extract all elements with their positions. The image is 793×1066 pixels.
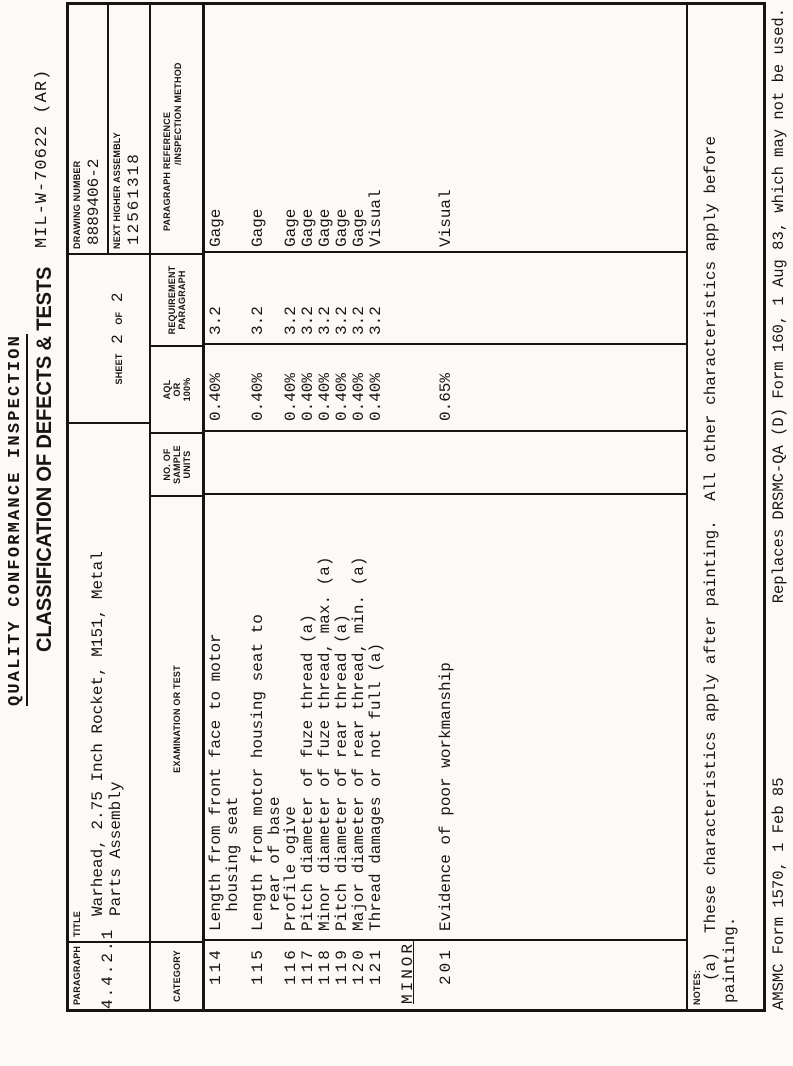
category-number: 119 [333,947,351,985]
aql-header-line3: 100% [182,377,192,402]
form-title-heading: CLASSIFICATION OF DEFECTS & TESTS [33,266,56,652]
examination-text: Minor diameter of fuze thread, max. (a) [316,556,334,931]
aql-value: 0.40% [333,372,351,421]
requirement-header-line1: REQUIREMENT [167,265,177,335]
category-number: 120 [350,947,368,985]
category-number: 201 [437,947,455,985]
examination-text: Major diameter of rear thread, min. (a) [350,556,368,931]
aql-header-cell [151,345,202,432]
table-row [400,5,442,1009]
sheet-of-label: OF [114,311,124,325]
paragraph-label: PARAGRAPH [72,945,82,1005]
inspection-method: Gage [333,208,351,247]
title-cell [69,422,149,941]
notes-label: NOTES: [692,969,702,1005]
next-higher-assembly-value: 12561318 [125,152,143,245]
title-band [69,5,151,1009]
form-number-footer: AMSMC Form 1570, 1 Feb 85 [770,777,788,1010]
category-number: 121 [367,947,385,985]
item-title-line2: Parts Assembly [107,781,125,916]
title-label: TITLE [72,911,82,937]
sheet-indicator [109,255,127,422]
examination-header: EXAMINATION OR TEST [172,665,182,773]
inspection-method: Gage [316,208,334,247]
aql-value: 0.40% [249,372,267,421]
drawing-cell-divider [107,5,109,253]
aql-value: 0.40% [282,372,300,421]
requirement-paragraph-value: 3.2 [282,306,300,335]
paragraph-value: 4.4.2.1 [99,927,117,1009]
examination-text: Pitch diameter of fuze thread (a) [299,614,317,931]
replaces-form-footer: Replaces DRSMC-QA (D) Form 160, 1 Aug 83, which may not be used. [770,8,788,604]
inspection-method: Visual [437,189,455,247]
aql-value: 0.40% [207,372,225,421]
sample-units-header-line1: NO. OF [162,448,172,481]
category-header-cell [151,941,202,1009]
spec-number: MIL-W-70622 (AR) [33,68,52,248]
aql-value: 0.40% [299,372,317,421]
reference-header-line1: PARAGRAPH REFERENCE [162,111,172,231]
inspection-method: Visual [367,189,385,247]
requirement-paragraph-value: 3.2 [249,306,267,335]
category-number: 114 [207,947,225,985]
examination-text: Length from front face to motor [207,633,225,931]
inspection-method: Gage [350,208,368,247]
aql-value: 0.65% [437,372,455,421]
examination-text: Thread damages or not full (a) [367,642,385,931]
inspection-method: Gage [282,208,300,247]
table-row [208,5,250,1009]
requirement-header-cell [151,253,202,345]
examination-text: Profile ogive [282,806,300,931]
examination-text: Evidence of poor workmanship [437,662,455,931]
category-number: 115 [249,947,267,985]
category-number: 116 [282,947,300,985]
defects-table [66,2,766,1012]
sheet-total: 2 [109,292,127,303]
sample-units-header-line2: SAMPLE [172,445,182,484]
requirement-paragraph-value: 3.2 [333,306,351,335]
requirement-paragraph-value: 3.2 [207,306,225,335]
drawing-block-cell [69,5,149,253]
note-text-line2: painting. [721,916,739,1003]
category-section-heading: MINOR [399,940,417,1004]
drawing-number-label: DRAWING NUMBER [72,160,82,249]
column-header-row [151,5,205,1009]
inspection-method: Gage [207,208,225,247]
aql-value: 0.40% [367,372,385,421]
sheet-label: SHEET [114,353,124,385]
requirement-paragraph-value: 3.2 [367,306,385,335]
aql-value: 0.40% [316,372,334,421]
inspection-method: Gage [249,208,267,247]
reference-header-line2: /INSPECTION METHOD [173,62,183,165]
requirement-paragraph-value: 3.2 [299,306,317,335]
inspection-method: Gage [299,208,317,247]
requirement-paragraph-value: 3.2 [350,306,368,335]
aql-header-line2: OR [172,382,182,397]
requirement-header-line2: PARAGRAPH [177,270,187,330]
aql-value: 0.40% [350,372,368,421]
item-title-line1: Warhead, 2.75 Inch Rocket, M151, Metal [89,551,107,916]
notes-row [688,5,763,1009]
category-header: CATEGORY [172,950,182,1002]
aql-header-line1: AQL [162,379,172,400]
reference-header-cell [151,5,202,253]
examination-text: Length from motor housing seat to [249,614,267,931]
sheet-cell [69,253,149,422]
page-heading: QUALITY CONFORMANCE INSPECTION [6,334,28,706]
note-text-line1: (a) These characteristics apply after painting. All other characteristics apply before [702,136,720,981]
sample-units-header-line3: UNITS [182,450,192,479]
defect-rows-area [205,5,688,1009]
examination-header-cell [151,495,202,941]
next-higher-assembly-label: NEXT HIGHER ASSEMBLY [112,132,122,249]
examination-text: housing seat [224,796,242,931]
sheet-number: 2 [109,334,127,344]
category-number: 118 [316,947,334,985]
paragraph-cell [69,927,149,1009]
examination-text: Pitch diameter of rear thread (a) [333,614,351,931]
requirement-paragraph-value: 3.2 [316,306,334,335]
examination-text: rear of base [266,796,284,931]
sample-units-header-cell [151,432,202,495]
drawing-number-value: 8889406-2 [85,158,103,245]
category-number: 117 [299,947,317,985]
table-row [438,5,480,1009]
